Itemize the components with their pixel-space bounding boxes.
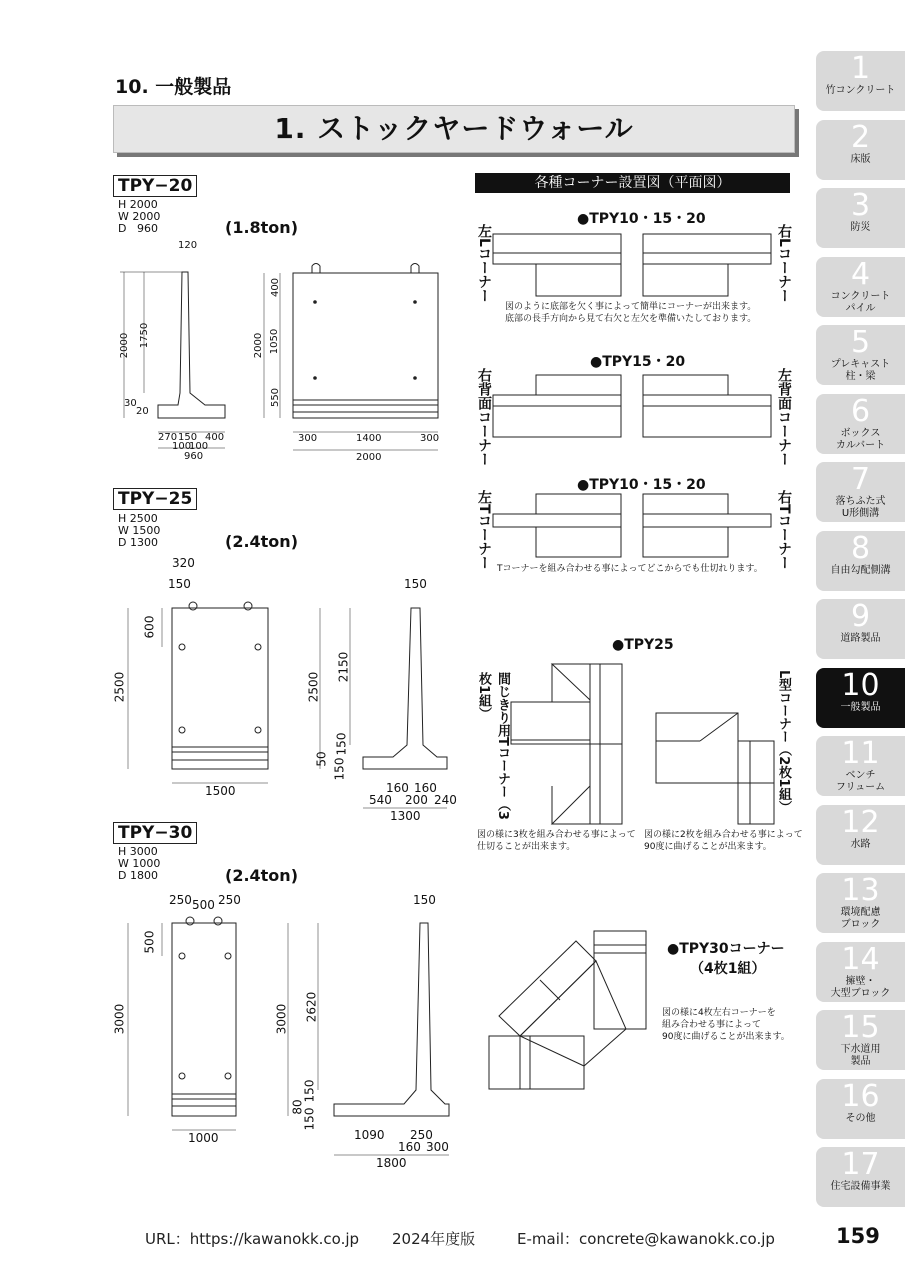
dim-text: 150: [178, 432, 198, 443]
dim-text: 200: [405, 793, 428, 807]
chapter-tab-7[interactable]: [816, 462, 905, 522]
model-label-tpy30: TPY−30: [113, 822, 197, 844]
chapter-tab-number: 17: [841, 1147, 880, 1182]
dim-text: 3000: [274, 1003, 289, 1035]
dim-text: 50: [314, 751, 329, 767]
dim-text: 2150: [336, 651, 351, 683]
dim-text: 300: [426, 1140, 449, 1154]
chapter-tab-number: 7: [850, 462, 871, 497]
page-number: 159: [836, 1224, 880, 1248]
specs-tpy20: H 2000 W 2000 D 960: [118, 198, 161, 235]
weight-tpy30: (2.4ton): [225, 866, 298, 885]
chapter-tab-label: 道路製品: [840, 633, 881, 644]
chapter-tab-4[interactable]: [816, 257, 905, 317]
chapter-tab-label: 一般製品: [840, 701, 881, 713]
footer-url[interactable]: URL：https://kawanokk.co.jp: [145, 1230, 360, 1248]
corner-subtitle-2: ●TPY15・20: [590, 354, 686, 370]
page-title: 1. ストックヤードウォール: [274, 112, 634, 145]
dim-text: 400: [270, 277, 282, 298]
dim-text: 2500: [112, 671, 127, 703]
corner-section-header: 各種コーナー設置図（平面図）: [475, 173, 790, 193]
dim-text: 1500: [205, 784, 236, 798]
model-label-tpy25: TPY−25: [113, 488, 197, 510]
note-partition: 図の様に3枚を組み合わせる事によって 仕切ることが出来ます。: [477, 830, 636, 852]
label-l-type-corner: L型コーナー（2枚1組）: [776, 670, 791, 814]
label-left-t-corner: 左Tコーナー: [476, 490, 492, 570]
chapter-tab-label: 床版: [850, 153, 871, 165]
note-t-corner: Tコーナーを組み合わせる事によってどこからでも仕切れります。: [497, 564, 763, 574]
model-label-tpy20: TPY−20: [113, 175, 197, 197]
corner-subtitle-5-sub: （4枚1組）: [690, 961, 766, 977]
chapter-tab-number: 5: [850, 325, 871, 360]
chapter-tab-9[interactable]: [816, 599, 905, 659]
dim-text: 20: [136, 406, 149, 417]
chapter-tab-label: プレキャスト 柱・梁: [830, 359, 891, 382]
dim-text: 600: [142, 615, 157, 639]
chapter-tab-number: 12: [841, 804, 880, 840]
chapter-tab-number: 15: [841, 1010, 880, 1045]
dim-text: 1000: [188, 1131, 219, 1145]
dim-text: 540: [369, 793, 392, 807]
dim-text: 250: [169, 893, 192, 907]
chapter-tab-14[interactable]: [816, 942, 905, 1002]
chapter-tab-number: 2: [850, 119, 871, 155]
dim-text: 100: [172, 441, 192, 452]
dim-text: 300: [420, 433, 440, 444]
chapter-tab-label: 水路: [850, 838, 871, 850]
footer-edition: 2024年度版: [392, 1230, 476, 1248]
label-right-l-corner: 右Lコーナー: [776, 224, 792, 303]
dim-text: 500: [142, 930, 157, 954]
weight-tpy25: (2.4ton): [225, 532, 298, 551]
chapter-tab-1[interactable]: [816, 51, 905, 111]
label-right-t-corner: 右Tコーナー: [776, 490, 792, 570]
chapter-tab-15[interactable]: [816, 1010, 905, 1070]
dim-text: 1090: [354, 1128, 385, 1142]
dim-text: 2000: [253, 332, 265, 359]
corner-subtitle-5: ●TPY30コーナー: [667, 941, 785, 957]
dim-text: 320: [172, 556, 195, 570]
chapter-tab-number: 3: [850, 188, 871, 223]
dim-text: 270: [158, 432, 178, 443]
dim-text: 1750: [139, 322, 151, 349]
chapter-tab-label: 擁壁・ 大型ブロック: [830, 975, 891, 999]
dim-text: 160: [386, 781, 409, 795]
weight-tpy20: (1.8ton): [225, 218, 298, 237]
note-tpy30-corner: 図の様に4枚左右コーナーを 組み合わせる事によって 90度に曲げることが出来ます。: [662, 1008, 790, 1042]
dim-text: 150: [168, 577, 191, 591]
dim-text: 120: [178, 240, 198, 251]
chapter-tab-number: 11: [841, 736, 880, 771]
chapter-tab-label: 竹コンクリート: [825, 85, 896, 96]
chapter-tab-2[interactable]: [816, 120, 905, 180]
chapter-tab-13[interactable]: [816, 873, 905, 933]
chapter-tab-12[interactable]: [816, 805, 905, 865]
dim-text: 960: [184, 451, 204, 462]
dim-text: 2500: [306, 671, 321, 703]
chapter-tab-6[interactable]: [816, 394, 905, 454]
chapter-tab-label: ボックス カルバート: [835, 427, 886, 451]
chapter-tab-10[interactable]: [816, 668, 905, 728]
dim-text: 240: [434, 793, 457, 807]
dim-text: 500: [192, 898, 215, 912]
chapter-tab-number: 4: [850, 256, 871, 292]
specs-tpy25: H 2500 W 1500 D 1300: [118, 512, 161, 549]
footer-email[interactable]: E-mail：concrete@kawanokk.co.jp: [517, 1230, 775, 1248]
dim-text: 300: [298, 433, 318, 444]
chapter-tab-number: 13: [841, 873, 880, 908]
chapter-tab-number: 9: [850, 599, 871, 634]
chapter-tab-label: 環境配慮 ブロック: [840, 907, 881, 930]
dim-text: 160: [398, 1140, 421, 1154]
dim-text: 150: [334, 732, 349, 756]
dim-text: 80: [290, 1099, 305, 1115]
dim-text: 150: [413, 893, 436, 907]
dim-text: 1800: [376, 1156, 407, 1170]
chapter-tab-label: コンクリート パイル: [830, 290, 891, 314]
label-partition-t-corner: 間じきり用Tコーナー（3枚1組）: [476, 672, 510, 820]
chapter-tab-number: 6: [850, 393, 871, 429]
chapter-tab-label: ベンチ フリューム: [835, 770, 886, 793]
dim-text: 550: [270, 387, 282, 408]
chapter-tab-16[interactable]: [816, 1079, 905, 1139]
dim-text: 250: [218, 893, 241, 907]
chapter-tab-label: その他: [845, 1112, 876, 1124]
dim-text: 400: [205, 432, 225, 443]
dim-text: 3000: [112, 1003, 127, 1035]
note-l-type: 図の様に2枚を組み合わせる事によって 90度に曲げることが出来ます。: [644, 830, 803, 852]
dim-text: 1400: [356, 433, 382, 444]
note-l-corner: 図のように底部を欠く事によって簡単にコーナーが出来ます。 底部の長手方向から見て右欠と左欠を準備いたしております。: [505, 302, 757, 324]
dim-text: 160: [414, 781, 437, 795]
label-left-l-corner: 左Lコーナー: [476, 224, 492, 303]
dim-text: 2620: [304, 991, 319, 1023]
dim-text: 2000: [356, 452, 382, 463]
chapter-tab-label: 自由勾配側溝: [830, 564, 891, 576]
chapter-tab-11[interactable]: [816, 736, 905, 796]
chapter-tab-number: 10: [841, 667, 880, 703]
dim-text: 150: [332, 757, 347, 781]
dim-text: 2000: [119, 332, 131, 359]
chapter-tab-label: 住宅設備事業: [830, 1181, 891, 1192]
chapter-tab-label: 落ちふた式 U形側溝: [835, 496, 886, 519]
dim-text: 1050: [269, 328, 281, 355]
dim-text: 150: [302, 1107, 317, 1131]
dim-text: 100: [189, 441, 209, 452]
chapter-tab-label: 下水道用 製品: [840, 1044, 881, 1067]
specs-tpy30: H 3000 W 1000 D 1800: [118, 845, 161, 882]
corner-subtitle-4: ●TPY25: [612, 637, 674, 653]
chapter-tab-number: 8: [850, 530, 871, 566]
label-right-back-corner: 右背面コーナー: [476, 368, 492, 466]
chapter-tab-number: 16: [841, 1078, 880, 1114]
chapter-tab-label: 防災: [850, 222, 871, 233]
chapter-tab-3[interactable]: [816, 188, 905, 248]
corner-subtitle-1: ●TPY10・15・20: [577, 211, 706, 227]
dim-text: 150: [302, 1079, 317, 1103]
chapter-tab-5[interactable]: [816, 325, 905, 385]
dim-text: 1300: [390, 809, 421, 823]
dim-text: 250: [410, 1128, 433, 1142]
dim-text: 150: [404, 577, 427, 591]
chapter-tab-number: 1: [850, 51, 871, 86]
dim-text: 30: [124, 398, 137, 409]
chapter-tab-17[interactable]: [816, 1147, 905, 1207]
section-title: 10. 一般製品: [115, 76, 232, 98]
chapter-tab-8[interactable]: [816, 531, 905, 591]
corner-subtitle-3: ●TPY10・15・20: [577, 477, 706, 493]
chapter-tab-number: 14: [841, 941, 880, 977]
label-left-back-corner: 左背面コーナー: [776, 368, 792, 466]
